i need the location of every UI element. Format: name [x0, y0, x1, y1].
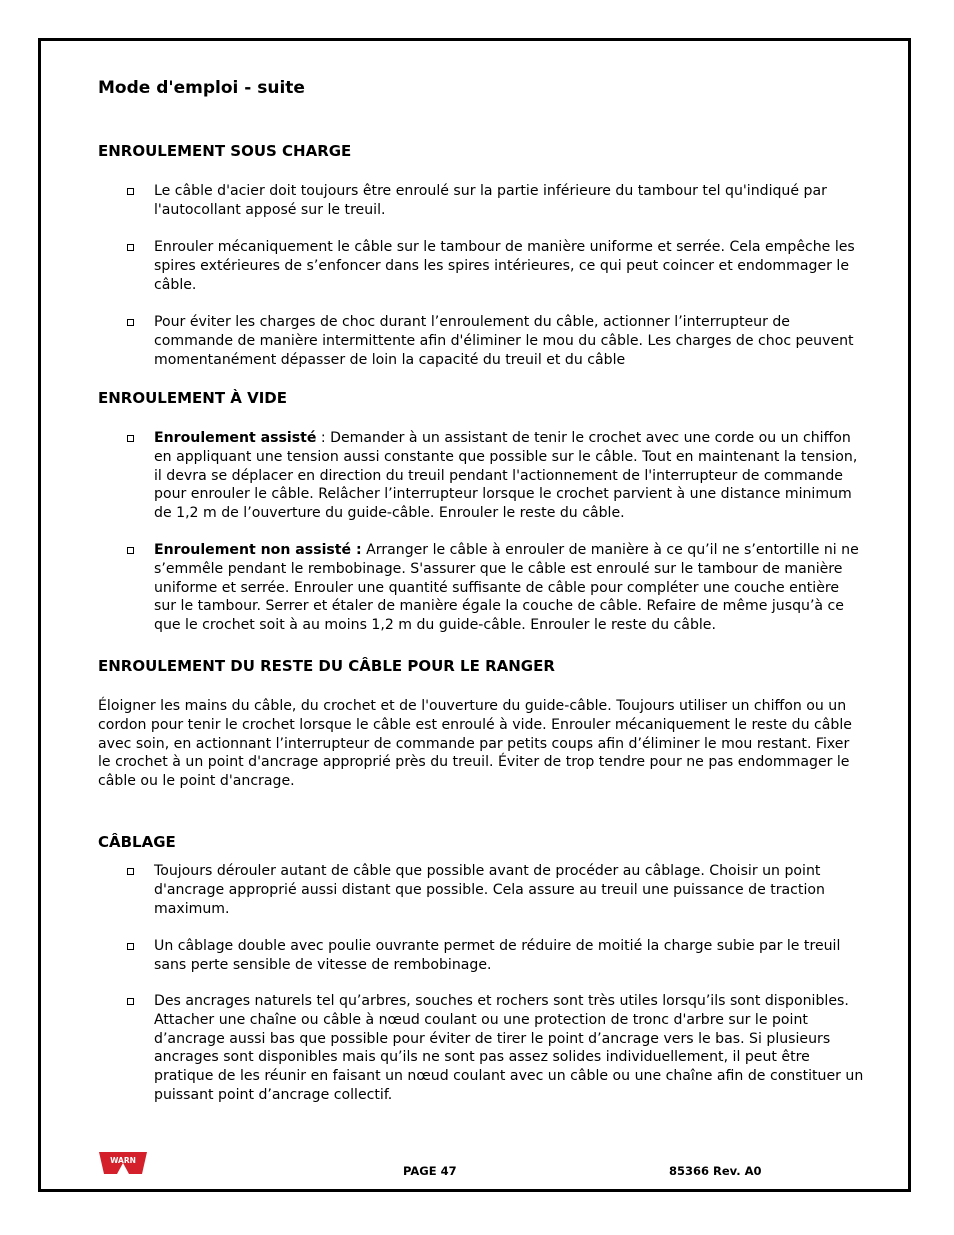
section-heading-enroulement-sous-charge: ENROULEMENT SOUS CHARGE [98, 142, 352, 160]
list-item: Toujours dérouler autant de câble que possible avant de procéder au câblage. Choisir un point d'ancrage approprié aussi distant que possible. Cela assure au treuil une puissance de traction maximum. [154, 863, 825, 917]
bullet-icon [127, 188, 134, 195]
page-title: Mode d'emploi - suite [98, 78, 305, 98]
page-number: PAGE 47 [403, 1164, 457, 1178]
bullet-icon [127, 943, 134, 950]
bullet-icon [127, 868, 134, 875]
document-reference: 85366 Rev. A0 [669, 1164, 762, 1178]
warn-logo [98, 1150, 148, 1176]
item-text: : Demander à un assistant de tenir le crochet avec une corde ou un chiffon en appliquant une tension aussi constante que possible sur le câble. Tout en maintenant la tension, il devra se déplacer en direction du treuil pendant l'actionnement de l'interrupteur de commande pour enrouler le câble. Relâcher l’interrupteur lorsque le crochet parvient à une distance minimum de 1,2 m de l’ouverture du guide-câble. Enrouler le reste du câble. [154, 430, 858, 522]
bullet-icon [127, 435, 134, 442]
section-heading-enroulement-reste: ENROULEMENT DU RESTE DU CÂBLE POUR LE RANGER [98, 657, 555, 675]
section-heading-enroulement-a-vide: ENROULEMENT À VIDE [98, 389, 287, 407]
list-item: Le câble d'acier doit toujours être enroulé sur la partie inférieure du tambour tel qu'indiqué par l'autocollant apposé sur le treuil. [154, 183, 827, 218]
list-item: Enrouler mécaniquement le câble sur le tambour de manière uniforme et serrée. Cela empêche les spires extérieures de s’enfoncer dans les spires intérieures, ce qui peut coincer et endommager le câble. [154, 239, 855, 293]
item-lead: Enroulement non assisté : [154, 542, 362, 558]
list-item: Pour éviter les charges de choc durant l’enroulement du câble, actionner l’interrupteur de commande de manière intermittente afin d'éliminer le mou du câble. Les charges de choc peuvent momentanément dépasser de loin la capacité du treuil et du câble [154, 314, 854, 368]
list-item [154, 429, 864, 523]
list-item: Des ancrages naturels tel qu’arbres, souches et rochers sont très utiles lorsqu’ils sont disponibles. Attacher une chaîne ou câble à nœud coulant ou une protection de tronc d'arbre sur le point d’ancrage aussi bas que possible pour éviter de tirer le point d’ancrage vers le bas. Si plusieurs ancrages sont disponibles mais qu’ils ne sont pas assez solides individuellement, il peut être pratique de les réunir en faisant un nœud coulant avec un câble ou une chaîne afin de constituer un puissant point d’ancrage collectif. [154, 993, 864, 1103]
bullet-icon [127, 547, 134, 554]
section-heading-cablage: CÂBLAGE [98, 833, 176, 851]
list-item: Un câblage double avec poulie ouvrante permet de réduire de moitié la charge subie par le treuil sans perte sensible de vitesse de rembobinage. [154, 938, 841, 973]
item-lead: Enroulement assisté [154, 430, 317, 446]
body-paragraph: Éloigner les mains du câble, du crochet et de l'ouverture du guide-câble. Toujours utiliser un chiffon ou un cordon pour tenir le crochet lorsque le câble est enroulé à vide. Enrouler mécaniquement le reste du câble avec soin, en actionnant l’interrupteur de commande par petits coups afin d’éliminer le mou restant. Fixer le crochet à un point d'ancrage approprié près du treuil. Éviter de trop tendre pour ne pas endommager le câble ou le point d'ancrage. [98, 698, 852, 790]
logo-text: WARN [110, 1156, 136, 1165]
bullet-icon [127, 319, 134, 326]
list-item [154, 541, 864, 635]
bullet-icon [127, 244, 134, 251]
bullet-icon [127, 998, 134, 1005]
item-text: Arranger le câble à enrouler de manière à ce qu’il ne s’entortille ni ne s’emmêle pendant le rembobinage. S'assurer que le câble est enroulé sur le tambour de manière uniforme et serrée. Enrouler une quantité suffisante de câble pour compléter une couche entière sur le tambour. Serrer et étaler de manière égale la couche de câble. Refaire de même jusqu’à ce que le crochet soit à au moins 1,2 m du guide-câble. Enrouler le reste du câble. [154, 542, 859, 634]
